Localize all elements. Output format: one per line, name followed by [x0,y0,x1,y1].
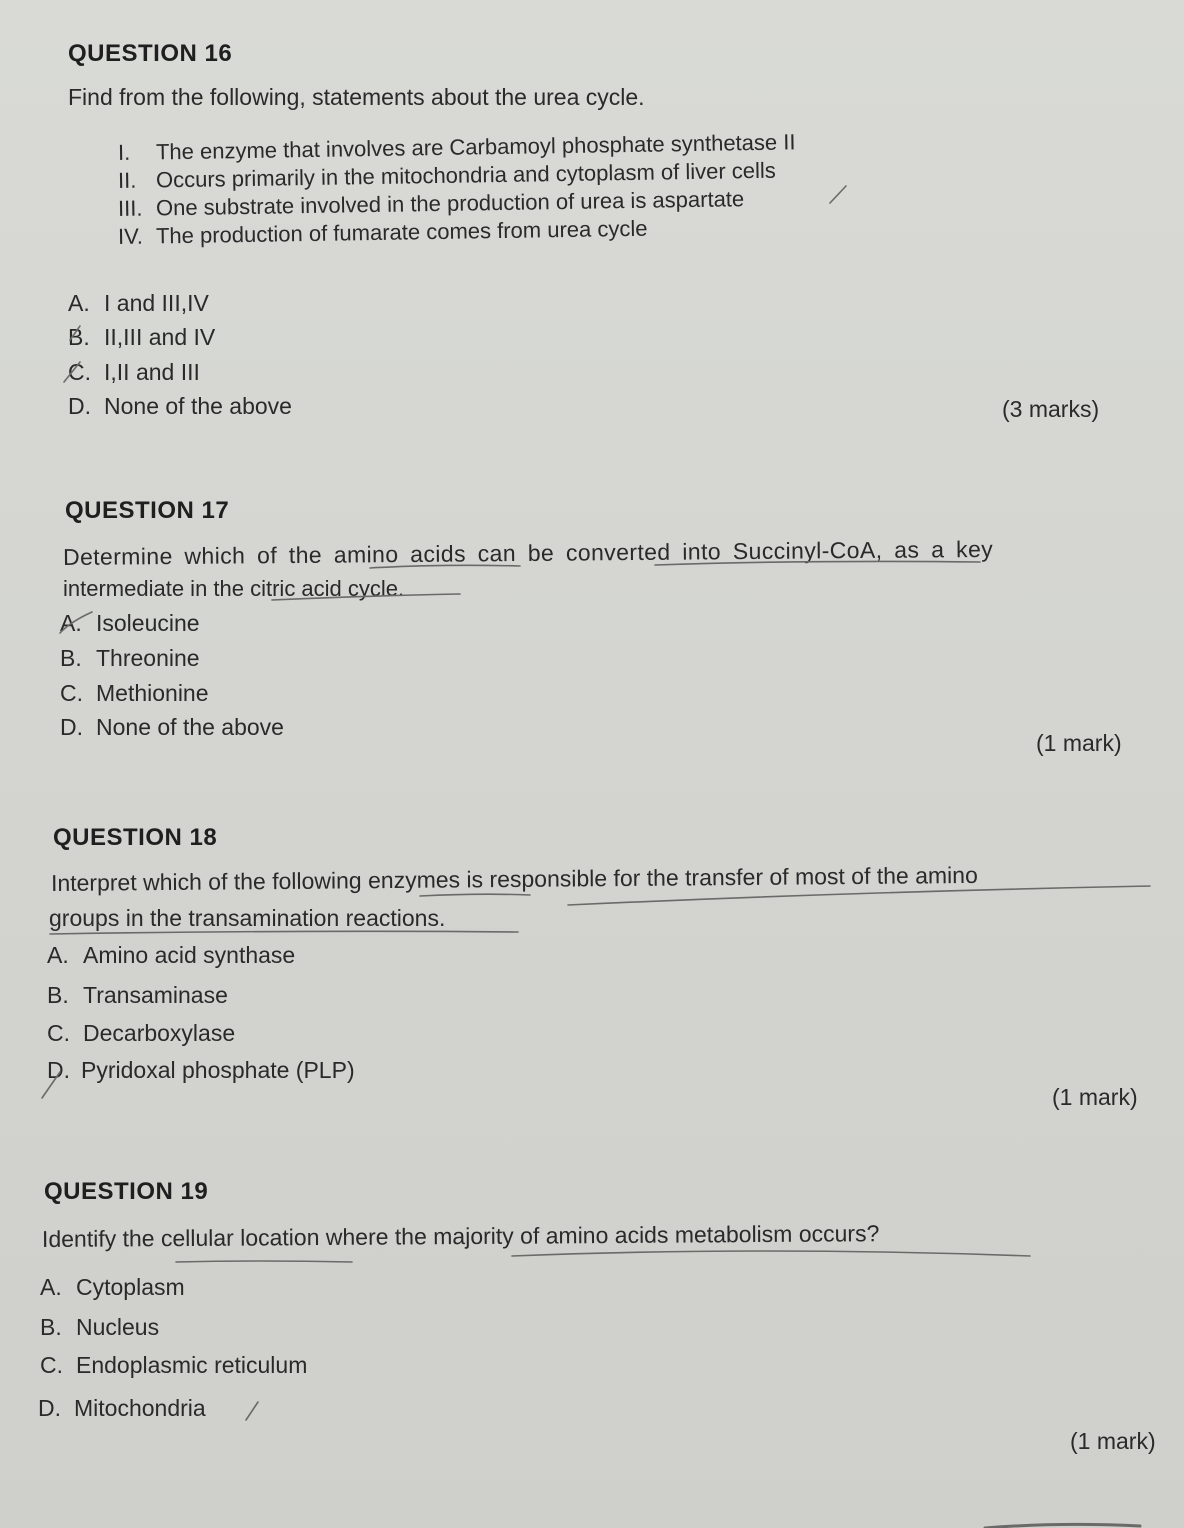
statement-number: II. [117,167,137,193]
option-letter: C. [60,680,83,706]
option-letter: B. [68,324,90,350]
statement-number: IV. [117,223,144,249]
question-16-stem: Find from the following, statements about the urea cycle. [68,84,645,110]
q18-option-d[interactable] [47,1057,355,1084]
tick-mark-aspartate [830,186,846,203]
q19-option-d[interactable] [38,1395,206,1422]
option-letter: A. [68,290,90,316]
q18-option-c[interactable] [47,1020,235,1047]
option-text: Endoplasmic reticulum [76,1352,308,1378]
option-text: Pyridoxal phosphate (PLP) [81,1057,355,1083]
option-text: None of the above [104,393,292,419]
question-17-stem-line-2: intermediate in the citric acid cycle. [63,576,405,601]
statement-text: Occurs primarily in the mitochondria and cytoplasm of liver cells [155,157,776,193]
question-16-title: QUESTION 16 [68,40,233,67]
option-letter: C. [47,1020,70,1046]
option-text: Transaminase [83,982,228,1008]
statement-iv [118,216,648,250]
option-letter: D. [60,714,83,740]
option-text: Cytoplasm [76,1274,185,1300]
statement-text: The production of fumarate comes from urea cycle [155,215,648,249]
q18-option-a[interactable] [47,942,295,969]
option-letter: A. [47,942,69,968]
q16-option-d[interactable] [68,393,292,420]
q16-option-c[interactable] [68,359,200,386]
option-text: Nucleus [76,1314,160,1340]
option-text: I,II and III [104,359,200,385]
q17-option-d[interactable] [60,714,284,741]
bottom-edge-marks [985,1524,1140,1528]
option-letter: A. [60,610,82,636]
q19-option-a[interactable] [40,1274,185,1301]
question-18-title: QUESTION 18 [53,824,218,851]
question-17-title: QUESTION 17 [65,497,230,524]
option-letter: A. [40,1274,62,1300]
option-letter: B. [40,1314,62,1340]
question-18-stem-line-2: groups in the transamination reactions. [49,905,446,931]
q16-option-b[interactable] [68,324,215,351]
q18-marks: (1 mark) [1052,1084,1138,1110]
option-letter: B. [60,645,82,671]
q17-marks: (1 mark) [1036,730,1122,756]
statement-text: One substrate involved in the production of urea is aspartate [155,186,745,221]
question-19-stem: Identify the cellular location where the majority of amino acids metabolism occurs? [41,1220,880,1252]
option-text: Threonine [96,645,200,671]
q19-option-c[interactable] [40,1352,307,1379]
option-letter: D. [68,393,91,419]
underline-cellular-location [176,1261,352,1262]
q16-option-a[interactable] [68,290,209,317]
q19-option-b[interactable] [40,1314,159,1341]
option-text: Isoleucine [96,610,200,636]
option-letter: C. [40,1352,63,1378]
statement-number: I. [117,139,131,165]
option-text: I and III,IV [104,290,209,316]
option-letter: C. [68,359,91,385]
option-letter: B. [47,982,69,1008]
statement-number: III. [117,195,143,221]
statement-text: The enzyme that involves are Carbamoyl phosphate synthetase II [155,129,796,165]
q18-option-b[interactable] [47,982,228,1009]
q17-option-c[interactable] [60,680,209,707]
option-letter: D. [38,1395,61,1421]
tick-mark-mitochondria [246,1402,258,1420]
option-text: None of the above [96,714,284,740]
q17-option-b[interactable] [60,645,200,672]
question-17-stem-line-1: Determine which of the amino acids can be converted into Succinyl-CoA, as a key [62,535,994,570]
option-text: Methionine [96,680,209,706]
q19-marks: (1 mark) [1070,1428,1156,1454]
option-letter: D. [47,1057,70,1083]
question-19-title: QUESTION 19 [44,1178,209,1205]
q16-marks: (3 marks) [1002,396,1100,422]
option-text: II,III and IV [104,324,216,350]
option-text: Decarboxylase [83,1020,236,1046]
q17-option-a[interactable] [60,610,200,637]
question-18-stem-line-1: Interpret which of the following enzymes is responsible for the transfer of most of the amino [50,861,978,896]
option-text: Amino acid synthase [83,942,296,968]
option-text: Mitochondria [74,1395,206,1421]
